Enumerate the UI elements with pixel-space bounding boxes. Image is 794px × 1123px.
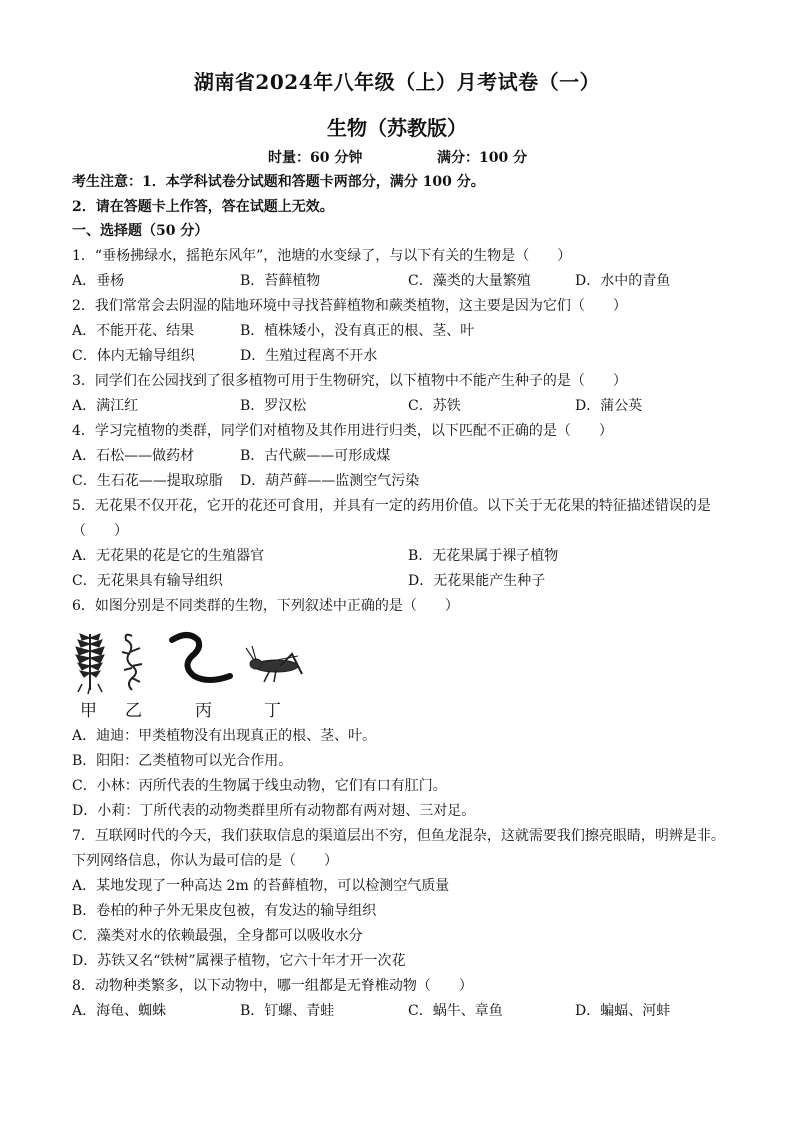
q5-option-b: B．无花果属于裸子植物 (408, 548, 559, 564)
q7-option-b: B．卷柏的种子外无果皮包被，有发达的输导组织 (72, 903, 377, 919)
question-5-stem: 5．无花果不仅开花，它开的花还可食用，并具有一定的药用价值。以下关于无花果的特征描述错误的是 (72, 498, 711, 514)
q6-option-d: D．小莉：丁所代表的动物类群里所有动物都有两对翅、三对足。 (72, 803, 476, 819)
question-7-stem: 7．互联网时代的今天，我们获取信息的渠道层出不穷，但鱼龙混杂，这就需要我们擦亮眼睛，明辨是非。 (72, 828, 725, 844)
question-1-stem: 1．“垂杨拂绿水，摇艳东风年”，池塘的水变绿了，与以下有关的生物是（ ） (72, 248, 572, 264)
question-6-stem: 6．如图分别是不同类群的生物，下列叙述中正确的是（ ） (72, 598, 459, 614)
figure-label-yi: 乙 (125, 701, 142, 721)
full-score: 满分：100 分 (437, 150, 528, 166)
organism-illustrations (70, 626, 310, 696)
q6-option-c: C．小林：丙所代表的生物属于线虫动物，它们有口有肛门。 (72, 778, 447, 794)
q5-option-a: A．无花果的花是它的生殖器官 (72, 548, 265, 564)
question-7-stem-cont: 下列网络信息，你认为最可信的是（ ） (72, 853, 338, 869)
q4-option-d: D．葫芦藓——监测空气污染 (240, 473, 420, 489)
exam-title: 湖南省2024年八年级（上）月考试卷（一） (193, 70, 601, 94)
q5-option-c: C．无花果具有输导组织 (72, 573, 223, 589)
notice-line-2: 2．请在答题卡上作答，答在试题上无效。 (72, 199, 334, 215)
section-heading: 一、选择题（50 分） (72, 223, 209, 239)
q1-option-d: D．水中的青鱼 (575, 273, 671, 289)
q5-option-d: D．无花果能产生种子 (408, 573, 546, 589)
fern-illustration (76, 634, 104, 694)
notice-line-1: 考生注意：1．本学科试卷分试题和答题卡两部分，满分 100 分。 (72, 174, 485, 190)
figure-label-ding: 丁 (264, 701, 281, 721)
q1-option-b: B．苔藓植物 (240, 273, 321, 289)
q2-option-a: A．不能开花、结果 (72, 323, 195, 339)
q4-option-c: C．生石花——提取琼脂 (72, 473, 223, 489)
q6-option-b: B．阳阳：乙类植物可以光合作用。 (72, 753, 293, 769)
q1-option-a: A．垂杨 (72, 273, 125, 289)
question-3-stem: 3．同学们在公园找到了很多植物可用于生物研究，以下植物中不能产生种子的是（ ） (72, 373, 627, 389)
question-8-stem: 8．动物种类繁多，以下动物中，哪一组都是无脊椎动物（ ） (72, 978, 473, 994)
q4-option-b: B．古代蕨——可形成煤 (240, 448, 391, 464)
q2-option-c: C．体内无输导组织 (72, 348, 195, 364)
q3-option-a: A．满江红 (72, 398, 139, 414)
question-4-stem: 4．学习完植物的类群，同学们对植物及其作用进行归类，以下匹配不正确的是（ ） (72, 423, 613, 439)
q6-option-a: A．迪迪：甲类植物没有出现真正的根、茎、叶。 (72, 728, 377, 744)
q3-option-c: C．苏铁 (408, 398, 461, 414)
time-limit: 时量：60 分钟 (268, 150, 363, 166)
q7-option-d: D．苏铁又名“铁树”属裸子植物，它六十年才开一次花 (72, 953, 406, 969)
q2-option-b: B．植株矮小，没有真正的根、茎、叶 (240, 323, 475, 339)
q7-option-a: A．某地发现了一种高达 2m 的苔藓植物，可以检测空气质量 (72, 878, 450, 894)
exam-subtitle: 生物（苏教版） (327, 116, 467, 140)
q7-option-c: C．藻类对水的依赖最强，全身都可以吸收水分 (72, 928, 363, 944)
q4-option-a: A．石松——做药材 (72, 448, 195, 464)
q8-option-d: D．蝙蝠、河蚌 (575, 1003, 671, 1019)
q8-option-b: B．钉螺、青蛙 (240, 1003, 335, 1019)
worm-illustration (172, 635, 230, 680)
grasshopper-illustration (246, 646, 302, 682)
organism-figure (70, 626, 310, 722)
q2-option-d: D．生殖过程离不开水 (240, 348, 378, 364)
q1-option-c: C．藻类的大量繁殖 (408, 273, 531, 289)
figure-label-bing: 丙 (195, 701, 212, 721)
q3-option-b: B．罗汉松 (240, 398, 307, 414)
q8-option-c: C．蜗牛、章鱼 (408, 1003, 503, 1019)
q8-option-a: A．海龟、蜘蛛 (72, 1003, 167, 1019)
moss-illustration (122, 635, 142, 690)
figure-label-jia: 甲 (80, 701, 97, 721)
question-5-stem-cont: （ ） (72, 523, 128, 539)
question-2-stem: 2．我们常常会去阴湿的陆地环境中寻找苔藓植物和蕨类植物，这主要是因为它们（ ） (72, 298, 627, 314)
q3-option-d: D．蒲公英 (575, 398, 643, 414)
